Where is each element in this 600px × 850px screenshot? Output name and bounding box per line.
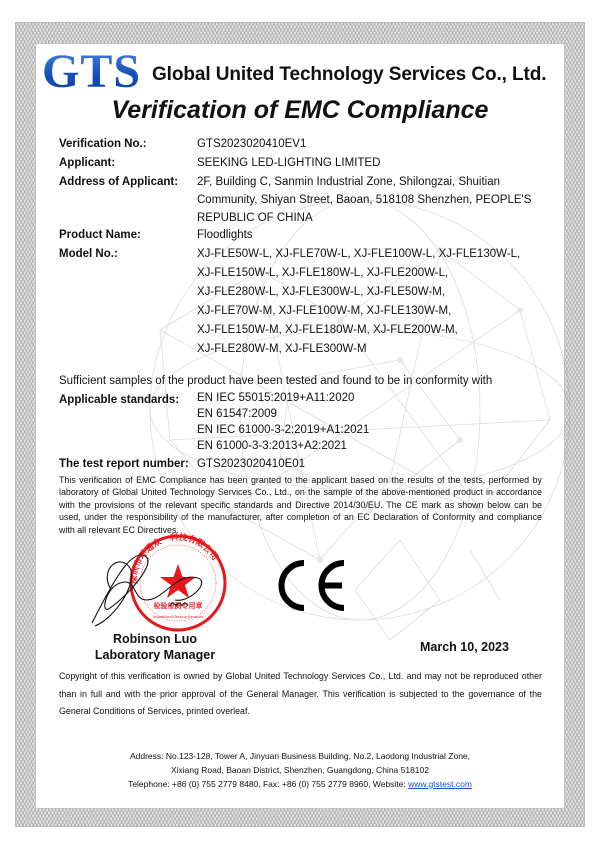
verification-no-value: GTS2023020410EV1	[197, 138, 307, 150]
website-link[interactable]: www.gtstest.com	[408, 779, 472, 789]
footer-address-line2: Xixiang Road, Baoan District, Shenzhen, Guangdong, China 518102	[170, 765, 429, 775]
applicant-label: Applicant:	[59, 157, 116, 169]
svg-text:Inspection&Testing Services: Inspection&Testing Services	[152, 615, 204, 619]
model-no-line: XJ-FLE280W-L, XJ-FLE300W-L, XJ-FLE50W-M,	[197, 286, 445, 298]
product-name-value: Floodlights	[197, 229, 253, 241]
standard-item: EN 61547:2009	[197, 408, 277, 420]
footer-contact-text: Telephone: +86 (0) 755 2779 8480, Fax: +86 (0) 755 2779 8960, Website:	[128, 779, 409, 789]
standard-item: EN IEC 55015:2019+A11:2020	[197, 392, 355, 404]
footer-contact	[0, 778, 600, 792]
footer-address-line1: Address: No.123-128, Tower A, Jinyuan Business Building, No.2, Laodong Industrial Zone,	[129, 751, 471, 761]
signatory-name: Robinson Luo	[112, 632, 197, 646]
model-no-line: XJ-FLE280W-M, XJ-FLE300W-M	[197, 343, 367, 355]
model-no-line: XJ-FLE50W-L, XJ-FLE70W-L, XJ-FLE100W-L, XJ-FLE130W-L,	[197, 248, 521, 260]
svg-text:检验检测专用章: 检验检测专用章	[153, 602, 203, 610]
applicant-value: SEEKING LED-LIGHTING LIMITED	[197, 157, 381, 169]
model-no-line: XJ-FLE70W-M, XJ-FLE100W-M, XJ-FLE130W-M,	[197, 305, 452, 317]
conformity-statement: Sufficient samples of the product have been tested and found to be in conformity with	[59, 375, 493, 387]
test-report-value: GTS2023020410E01	[197, 458, 306, 470]
svg-text:深圳市环通众一科技有限公司: 深圳市环通众一科技有限公司	[129, 532, 220, 585]
product-name-label: Product Name:	[59, 229, 141, 241]
ce-mark-icon	[270, 558, 350, 613]
issue-date: March 10, 2023	[420, 640, 509, 654]
model-no-line: XJ-FLE150W-L, XJ-FLE180W-L, XJ-FLE200W-L,	[197, 267, 449, 279]
body-paragraph: This verification of EMC Compliance has been granted to the applicant based on the results of the tests, performed by laboratory of Global United Technology Services Co., Ltd., on the sample of the above-mentioned product in accordance with the provisions of the relevant specific standards and Directive 2014/30/EU. The CE mark as shown below can be used, under the responsibility of the manufacturer, after completion of an EC Declaration of Conformity and compliance with all relevant EC Directives.	[59, 475, 542, 535]
company-seal-icon	[70, 528, 240, 638]
document-title: Verification of EMC Compliance	[111, 96, 489, 124]
gts-logo: GTS	[42, 45, 142, 98]
standard-item: EN 61000-3-3:2013+A2:2021	[197, 440, 347, 452]
model-no-line: XJ-FLE150W-M, XJ-FLE180W-M, XJ-FLE200W-M,	[197, 324, 458, 336]
test-report-label: The test report number:	[59, 458, 189, 470]
address-line: 2F, Building C, Sanmin Industrial Zone, Shilongzai, Shuitian	[197, 176, 501, 188]
signatory-title: Laboratory Manager	[94, 648, 216, 662]
address-line: Community, Shiyan Street, Baoan, 518108 Shenzhen, PEOPLE'S	[197, 194, 532, 206]
company-name: Global United Technology Services Co., Ltd.	[152, 64, 547, 85]
standard-item: EN IEC 61000-3-2:2019+A1:2021	[197, 424, 370, 436]
address-label: Address of Applicant:	[59, 176, 179, 188]
verification-no-label: Verification No.:	[59, 138, 147, 150]
model-no-label: Model No.:	[59, 248, 118, 260]
standards-label: Applicable standards:	[59, 394, 180, 406]
address-line: REPUBLIC OF CHINA	[197, 212, 313, 224]
seal-stamp	[129, 532, 225, 630]
ce-mark-text: CE	[270, 558, 272, 559]
copyright-notice: Copyright of this verification is owned by Global United Technology Services Co., Ltd. and may not be reproduced other than in full and with the prior approval of the General Manager. This verification is subjected to the governance of the General Conditions of Services, printed overleaf.	[59, 671, 542, 716]
